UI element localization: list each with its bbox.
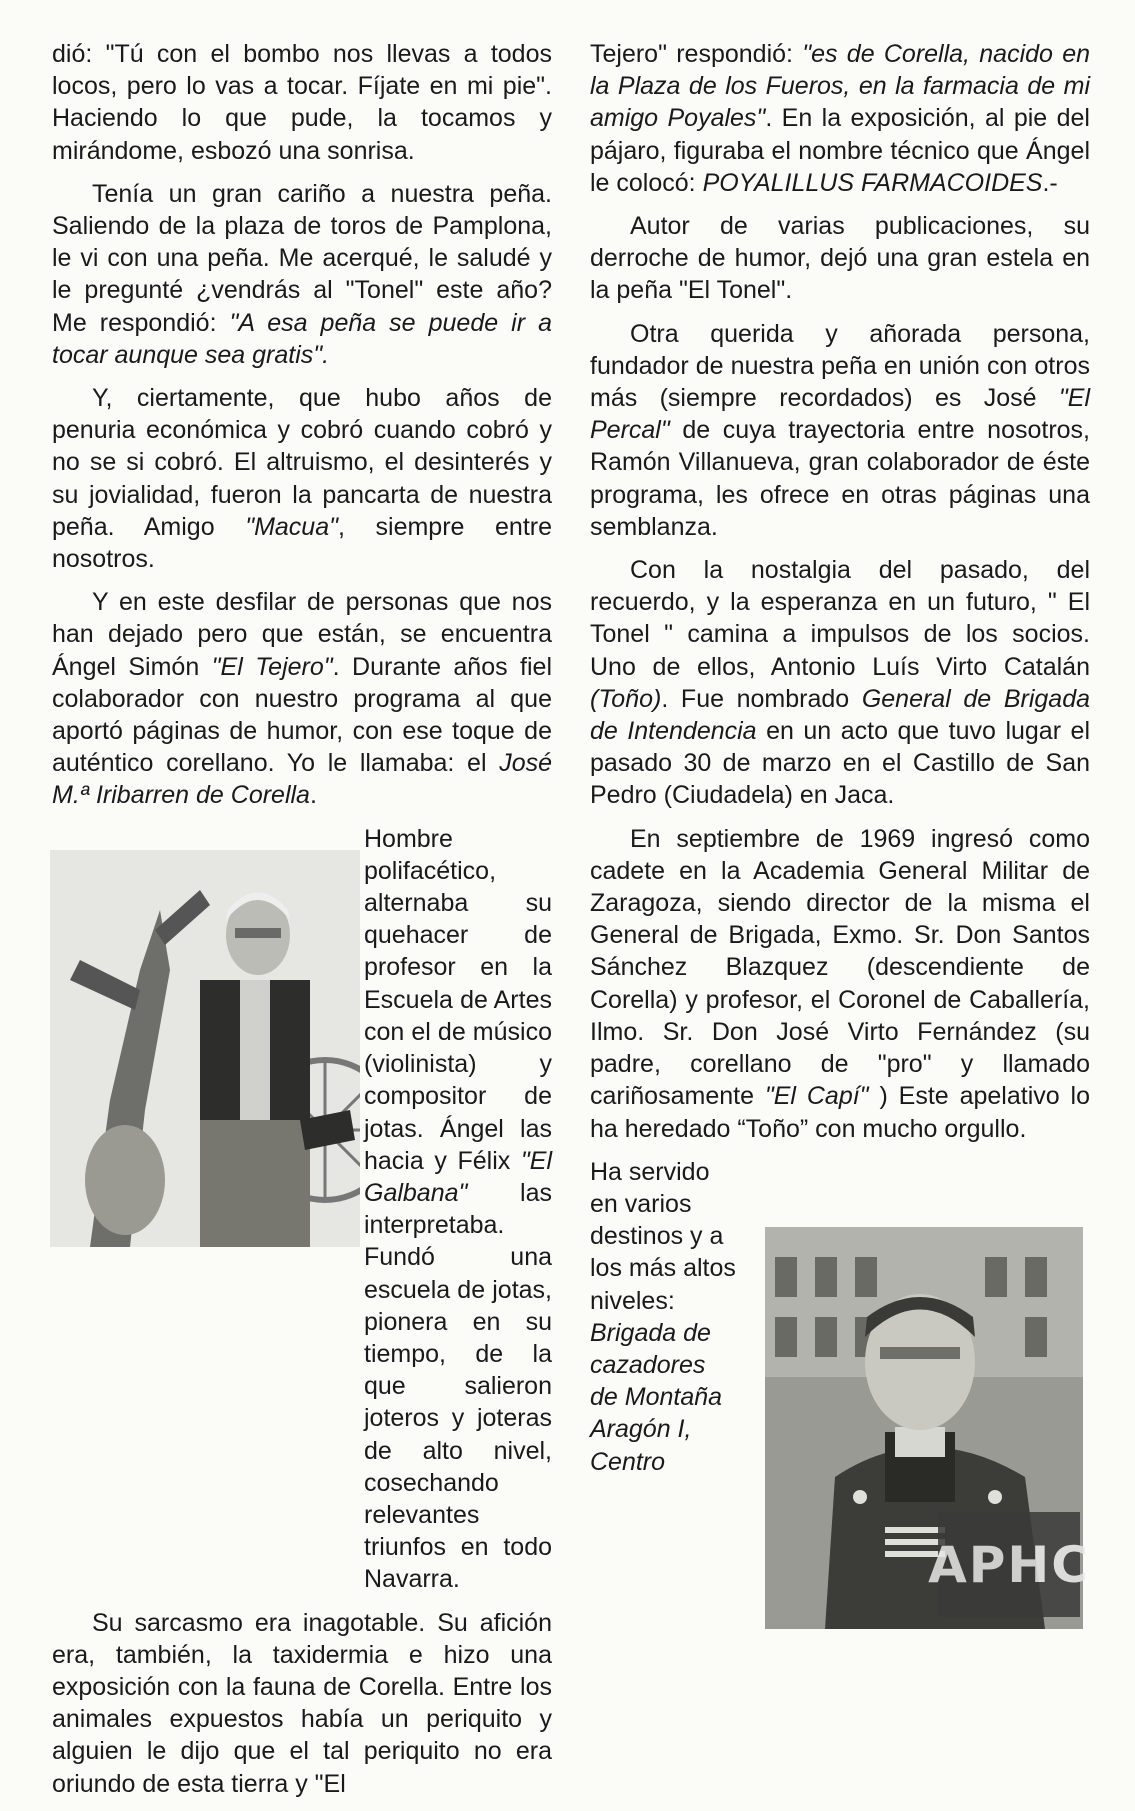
text: . Durante años fiel colaborador con nuestro programa al que aportó páginas de humor, con ese toque de auténtico corellano. Yo le llamaba: el (52, 652, 552, 778)
rank: General de Brigada de Intendencia (590, 684, 1090, 746)
watermark-text: APHC (928, 1535, 1090, 1594)
paragraph (52, 178, 552, 371)
paragraph (590, 823, 1090, 1145)
paragraph (52, 1607, 552, 1800)
text: . (309, 781, 317, 810)
paragraph (590, 38, 1090, 199)
photo-illustration (50, 850, 360, 1247)
text: , siempre entre nosotros. (52, 512, 552, 574)
paragraph (590, 210, 1090, 307)
text: dió: "Tú con el bombo nos llevas a todos locos, pero lo vas a tocar. Fíjate en mi pie". Haciendo lo que pude, la tocamos y mirándome, esbozó una sonrisa. (52, 40, 552, 165)
paragraph (590, 554, 1090, 812)
text: . Fue nombrado (661, 684, 862, 713)
nickname: "El Percal" (590, 384, 1090, 445)
paragraph (590, 318, 1090, 543)
text: Ha servido en varios destinos y a los más altos niveles: (590, 1157, 736, 1315)
nickname: "El Tejero" (211, 652, 333, 681)
text: Autor de varias publicaciones, su derroche de humor, dejó una gran estela en la peña "El Tonel". (590, 212, 1090, 305)
quote: "es de Corella, nacido en la Plaza de los Fueros, en la farmacia de mi amigo Poyales" (590, 40, 1091, 133)
text: las interpretaba. Fundó una escuela de jotas, pionera en su tiempo, de la que salieron joteros y joteras de alto nivel, cosechando relevantes triunfos en todo Navarra. (364, 1178, 552, 1594)
text: Tejero" respondió: (590, 40, 803, 68)
paragraph (52, 586, 552, 811)
text: de cuya trayectoria entre nosotros, Ramón Villanueva, gran colaborador de éste programa, les ofrece en otras páginas una semblanza. (590, 416, 1090, 541)
paragraph (52, 382, 552, 575)
quote: "A esa peña se puede ir a tocar aunque sea gratis". (52, 308, 552, 369)
text: Y, ciertamente, que hubo años de penuria económica y cobró cuando cobró y no se si cobró. El altruismo, el desinterés y su jovialidad, fueron la pancarta de nuestra peña. Amigo (52, 384, 552, 541)
text: Y en este desfilar de personas que nos han dejado pero que están, se encuentra Ángel Simón (52, 588, 552, 681)
text: .- (1042, 168, 1058, 197)
nickname: (Toño) (590, 684, 662, 713)
text: Hombre polifacético, alternaba su quehacer de profesor en la Escuela de Artes con el de músico (violinista) y compositor de jotas. Ángel las hacia y Félix (364, 824, 552, 1175)
nickname: "El Capí" (764, 1082, 869, 1111)
text: en un acto que tuvo lugar el pasado 30 de marzo en el Castillo de San Pedro (Ciudadela) en Jaca. (590, 717, 1090, 810)
text: Otra querida y añorada persona, fundador de nuestra peña en unión con otros más (siempre recordados) es José (590, 319, 1090, 413)
watermark-logo (928, 1512, 1090, 1617)
text: Su sarcasmo era inagotable. Su afición era, también, la taxidermia e hizo una exposición con la fauna de Corella. Entre los animales expuestos había un periquito y alguien le dijo que el tal periquito no era oriundo de esta tierra y "El (52, 1608, 552, 1798)
nickname: "Macua" (245, 512, 338, 541)
text: En septiembre de 1969 ingresó como cadete en la Academia General Militar de Zaragoza, siendo director de la misma el General de Brigada, Exmo. Sr. Don Santos Sánchez Blazquez (descendiente de Corella) y profesor, el Coronel de Caballería, Ilmo. Sr. Don José Virto Fernández (su padre, corellano de "pro" y llamado cariñosamente (590, 824, 1090, 1111)
photo-angel-simon (50, 850, 360, 1247)
species-name: POYALILLUS FARMACOIDES (702, 168, 1043, 197)
reference: José M.ª Iribarren de Corella (52, 749, 552, 810)
paragraph (590, 1156, 740, 1478)
text: . En la exposición, al pie del pájaro, figuraba el nombre técnico que Ángel le colocó: (590, 104, 1090, 197)
unit-name: Brigada de cazadores de Montaña Aragón I, Centro (590, 1318, 723, 1476)
paragraph (52, 38, 552, 167)
text: Tenía un gran cariño a nuestra peña. Saliendo de la plaza de toros de Pamplona, le vi con una peña. Me acerqué, le saludé y le pregunté ¿vendrás al "Tonel" este año? Me respondió: (52, 179, 552, 337)
paragraph (364, 823, 552, 1596)
text: ) Este apelativo lo ha heredado “Toño” con mucho orgullo. (590, 1082, 1090, 1143)
text: Con la nostalgia del pasado, del recuerdo, y la esperanza en un futuro, " El Tonel " camina a impulsos de los socios. Uno de ellos, Antonio Luís Virto Catalán (590, 556, 1090, 681)
nickname: "El Galbana" (364, 1146, 552, 1207)
